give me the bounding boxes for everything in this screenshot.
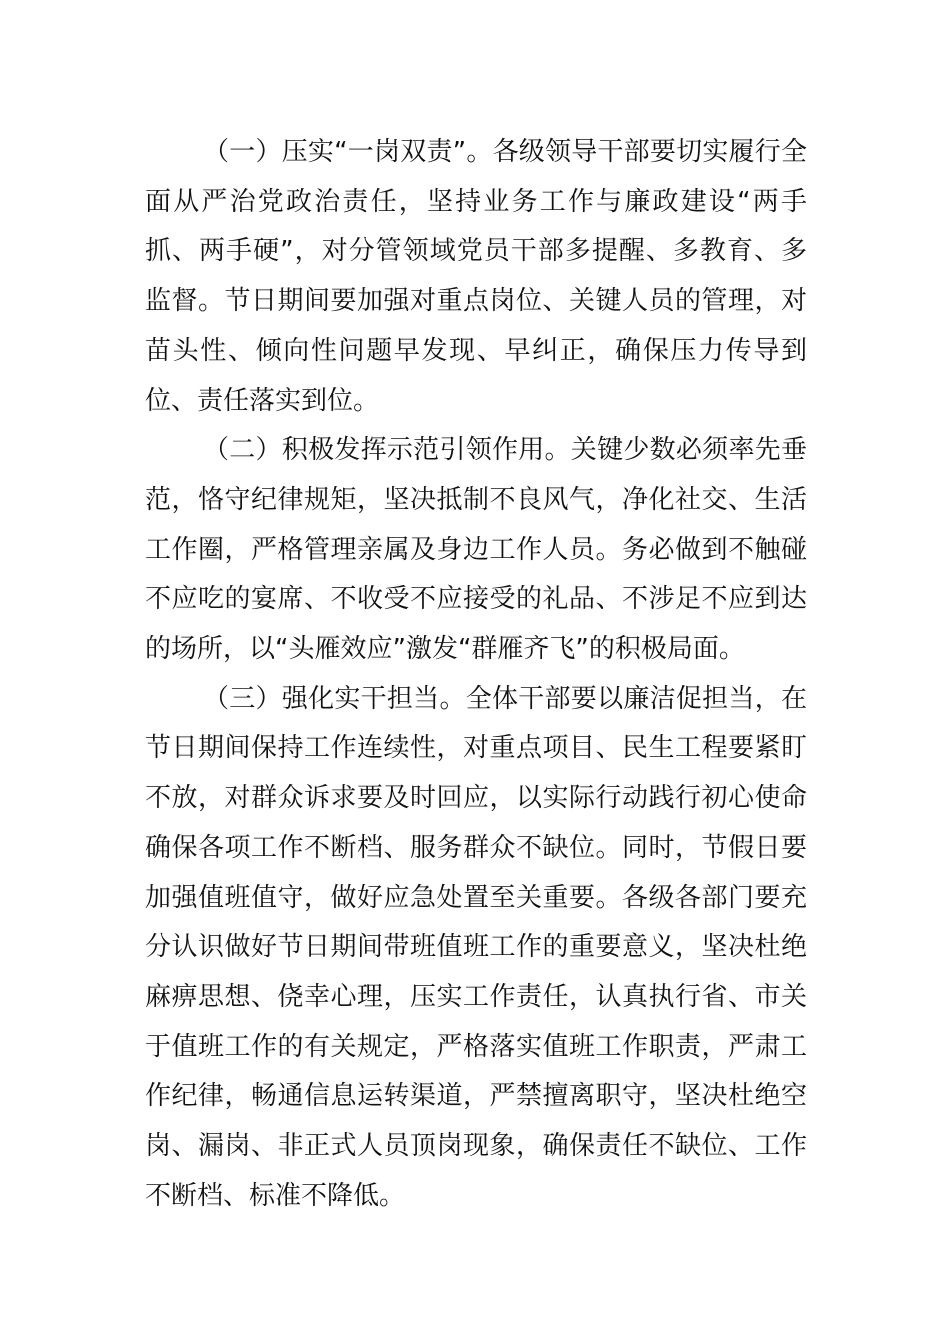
document-page [145, 128, 807, 1221]
paragraph-two: （二）积极发挥示范引领作用。关键少数必须率先垂范，恪守纪律规矩，坚决抵制不良风气，净化社交、生活工作圈，严格管理亲属及身边工作人员。务必做到不触碰不应吃的宴席、不收受不应接受的礼品、不涉足不应到达的场所，以“头雁效应”激发“群雁齐飞”的积极局面。 [145, 435, 807, 665]
paragraph-one: （一）压实“一岗双责”。各级领导干部要切实履行全面从严治党政治责任，坚持业务工作与廉政建设“两手抓、两手硬”，对分管领域党员干部多提醒、多教育、多监督。节日期间要加强对重点岗位、关键人员的管理，对苗头性、倾向性问题早发现、早纠正，确保压力传导到位、责任落实到位。 [145, 137, 807, 416]
paragraph-three: （三）强化实干担当。全体干部要以廉洁促担当，在节日期间保持工作连续性，对重点项目、民生工程要紧盯不放，对群众诉求要及时回应，以实际行动践行初心使命确保各项工作不断档、服务群众不缺位。同时，节假日要加强值班值守，做好应急处置至关重要。各级各部门要充分认识做好节日期间带班值班工作的重要意义，坚决杜绝麻痹思想、侥幸心理，压实工作责任，认真执行省、市关于值班工作的有关规定，严格落实值班工作职责，严肃工作纪律，畅通信息运转渠道，严禁擅离职守，坚决杜绝空岗、漏岗、非正式人员顶岗现象，确保责任不缺位、工作不断档、标准不降低。 [145, 683, 807, 1211]
